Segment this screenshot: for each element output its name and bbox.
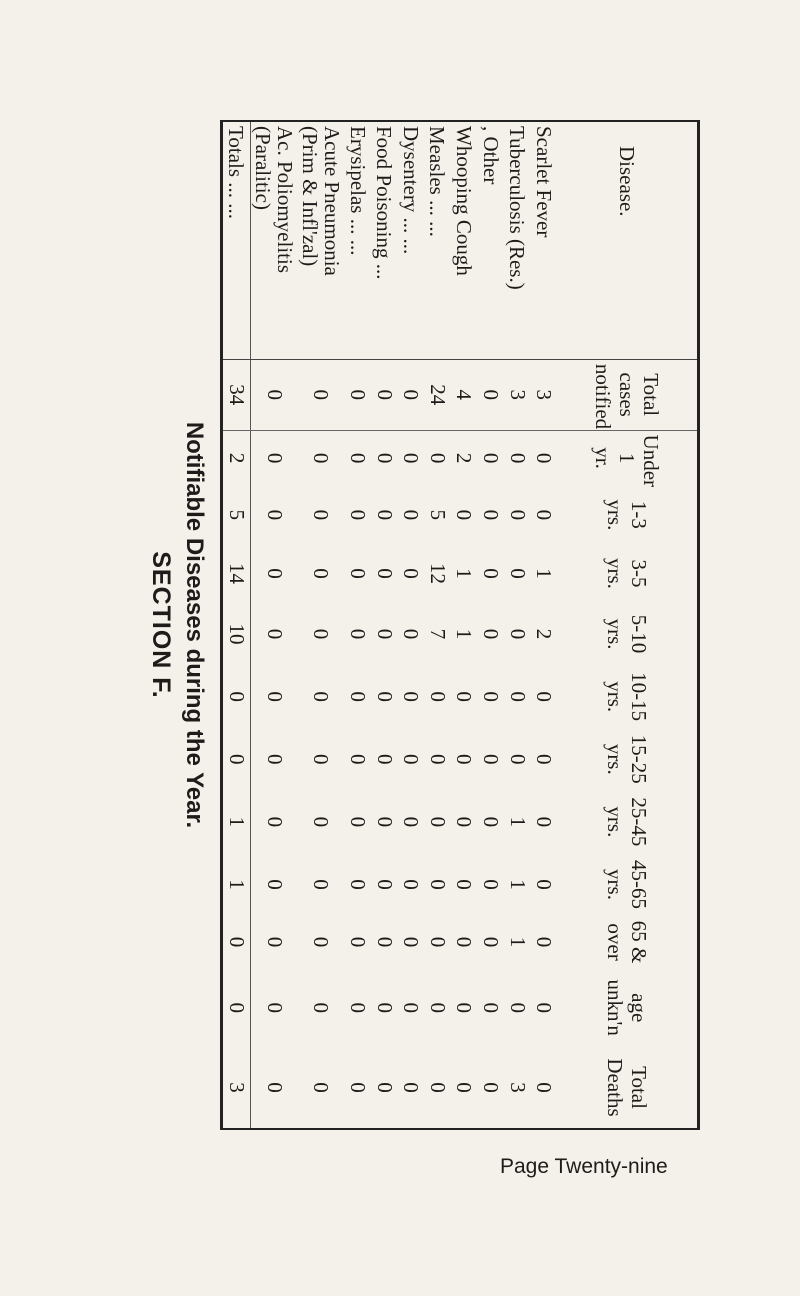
disease-name-line: Erysipelas ... ... — [345, 126, 370, 256]
column-header — [557, 1047, 697, 1128]
table-cell: 0 — [479, 1082, 504, 1093]
table-cell: 0 — [425, 691, 450, 702]
table-cell: 2 — [452, 452, 477, 464]
table-cell: 0 — [309, 816, 334, 828]
table-cell: 0 — [452, 1002, 477, 1013]
table-cell: 34 — [223, 359, 250, 430]
table-row — [477, 122, 504, 1128]
table-cell: 0 — [425, 452, 450, 464]
table-row — [298, 122, 345, 1128]
table-cell: 0 — [309, 568, 334, 579]
table-cell: 0 — [479, 879, 504, 890]
table-cell: 0 — [425, 1082, 450, 1093]
table-cell: 0 — [532, 691, 557, 702]
table-cell: 0 — [309, 1082, 334, 1093]
column-header-line: yrs. — [603, 869, 627, 900]
column-header-disease — [557, 122, 697, 359]
notifiable-diseases-table-frame — [220, 120, 700, 1130]
table-cell: 0 — [346, 509, 371, 521]
table-cell: 0 — [399, 568, 424, 579]
disease-name-line: Ac. Poliomyelitis — [273, 126, 298, 273]
table-caption: Notifiable Diseases during the Year. — [181, 421, 208, 829]
table-cell: 0 — [505, 628, 530, 640]
table-cell: 0 — [346, 816, 371, 828]
table-cell: 0 — [505, 452, 530, 464]
table-cell: 0 — [250, 359, 297, 430]
table-row — [504, 122, 531, 1128]
table-cell: 0 — [309, 628, 334, 640]
disease-name-line: Food Poisoning ... — [372, 126, 397, 280]
table-cell: 0 — [399, 754, 424, 765]
disease-name — [344, 122, 371, 359]
column-header-line: yrs. — [603, 499, 627, 531]
table-cell: 0 — [479, 628, 504, 640]
table-cell: 0 — [452, 1082, 477, 1093]
column-header — [557, 665, 697, 728]
disease-name-line: Scarlet Fever — [531, 126, 556, 238]
table-cell: 0 — [532, 452, 557, 464]
table-cell: 0 — [309, 1002, 334, 1013]
column-header-line: 65 & — [627, 920, 651, 964]
table-cell: 0 — [399, 1082, 424, 1093]
table-cell: 0 — [309, 691, 334, 702]
table-cell: 12 — [425, 562, 450, 584]
column-header-line: 3-5 — [627, 559, 651, 588]
table-cell: 1 — [505, 816, 530, 828]
disease-name — [298, 122, 345, 359]
table-row — [451, 122, 478, 1128]
table-cell: 5 — [223, 486, 250, 545]
column-header-line: Total — [627, 1066, 651, 1109]
disease-name-line: (Paralitic) — [251, 126, 276, 210]
disease-name-line: Whooping Cough — [451, 126, 476, 276]
column-header-line: yr. — [591, 447, 615, 469]
table-cell: 0 — [372, 754, 397, 765]
table-cell: 0 — [262, 754, 287, 765]
table-row — [250, 122, 297, 1128]
column-header-line: age — [627, 993, 651, 1023]
table-cell: 3 — [505, 1082, 530, 1093]
table-cell: 0 — [479, 568, 504, 579]
table-cell: 0 — [346, 1002, 371, 1013]
table-cell: 0 — [309, 452, 334, 464]
disease-name-line: Dysentery ... ... — [398, 126, 423, 255]
table-cell: 3 — [530, 359, 557, 430]
section-heading: SECTION F. — [147, 551, 175, 699]
column-header — [557, 916, 697, 969]
disease-name — [530, 122, 557, 359]
notifiable-diseases-table — [223, 122, 697, 1128]
table-cell: 0 — [532, 936, 557, 948]
table-cell: 0 — [346, 628, 371, 640]
column-header-line: yrs. — [603, 558, 627, 589]
rotated-page-content — [147, 120, 700, 1130]
table-cell: 0 — [399, 509, 424, 521]
table-cell: 0 — [346, 568, 371, 579]
table-cell: 0 — [262, 879, 287, 890]
column-header — [557, 728, 697, 791]
table-cell: 0 — [452, 879, 477, 890]
table-cell: 1 — [223, 791, 250, 854]
column-header-line: Total — [639, 373, 663, 417]
disease-name-line: (Prim & Infl'zal) — [297, 126, 322, 267]
column-header-line: Disease. — [615, 146, 639, 217]
table-cell: 0 — [425, 816, 450, 828]
column-header-line: 1-3 — [627, 500, 651, 529]
column-header — [557, 430, 697, 486]
table-cell: 0 — [346, 452, 371, 464]
table-cell: 0 — [452, 936, 477, 948]
table-cell: 1 — [452, 628, 477, 640]
table-cell: 0 — [262, 691, 287, 702]
table-cell: 0 — [532, 509, 557, 521]
table-cell: 0 — [223, 728, 250, 791]
table-cell: 24 — [424, 359, 451, 430]
table-body — [223, 122, 557, 1128]
column-header-line: yrs. — [603, 806, 627, 838]
table-cell: 0 — [309, 509, 334, 521]
table-cell: 0 — [372, 1082, 397, 1093]
table-cell: 0 — [505, 568, 530, 579]
disease-name — [371, 122, 398, 359]
table-cell: 1 — [505, 879, 530, 890]
table-cell: 0 — [399, 1002, 424, 1013]
table-row — [398, 122, 425, 1128]
column-header-line: 25-45 — [627, 797, 651, 847]
table-cell: 2 — [223, 430, 250, 486]
disease-name — [398, 122, 425, 359]
table-cell: 0 — [452, 509, 477, 521]
table-cell: 0 — [399, 879, 424, 890]
table-cell: 0 — [479, 754, 504, 765]
table-cell: 0 — [479, 1002, 504, 1013]
table-cell: 0 — [223, 968, 250, 1047]
table-cell: 0 — [425, 754, 450, 765]
table-cell: 0 — [532, 816, 557, 828]
table-cell: 0 — [452, 816, 477, 828]
table-cell: 0 — [479, 452, 504, 464]
column-header-line: 5-10 — [627, 614, 651, 654]
table-row — [424, 122, 451, 1128]
table-cell: 0 — [452, 691, 477, 702]
column-header — [557, 853, 697, 916]
disease-name — [504, 122, 531, 359]
table-cell: 0 — [399, 691, 424, 702]
column-header — [557, 359, 697, 430]
column-header — [557, 544, 697, 603]
column-header-line: yrs. — [603, 618, 627, 650]
table-cell: 0 — [346, 936, 371, 948]
table-cell: 0 — [399, 452, 424, 464]
column-header-line: yrs. — [603, 681, 627, 713]
page-number: Page Twenty-nine — [500, 1155, 668, 1178]
table-cell: 0 — [309, 936, 334, 948]
table-cell: 0 — [262, 509, 287, 521]
table-cell: 0 — [223, 665, 250, 728]
table-cell: 0 — [398, 359, 425, 430]
table-cell: 0 — [371, 359, 398, 430]
table-cell: 5 — [425, 509, 450, 521]
table-cell: 0 — [344, 359, 371, 430]
table-cell: 2 — [532, 628, 557, 640]
table-cell: 0 — [372, 568, 397, 579]
table-cell: 0 — [532, 754, 557, 765]
column-header-line: 45-65 — [627, 859, 651, 909]
column-header-line: Deaths — [603, 1058, 627, 1117]
table-header-row — [557, 122, 697, 1128]
disease-name — [451, 122, 478, 359]
table-cell: 0 — [372, 691, 397, 702]
column-header-line: 15-25 — [627, 734, 651, 784]
column-header-line: unkn'n — [603, 979, 627, 1036]
table-cell: 1 — [452, 568, 477, 579]
table-cell: 0 — [479, 509, 504, 521]
column-header — [557, 791, 697, 854]
column-header-line: Under — [639, 434, 663, 488]
disease-name-line: Measles ... ... — [425, 126, 450, 237]
table-cell: 0 — [372, 452, 397, 464]
table-cell: 0 — [425, 936, 450, 948]
table-cell: 0 — [262, 568, 287, 579]
table-cell: 0 — [346, 879, 371, 890]
table-cell: 0 — [505, 509, 530, 521]
table-cell: 0 — [532, 1082, 557, 1093]
column-header-line: over — [603, 923, 627, 961]
table-cell: 0 — [425, 1002, 450, 1013]
table-cell: 3 — [223, 1047, 250, 1128]
table-cell: 0 — [346, 691, 371, 702]
table-cell: 0 — [346, 754, 371, 765]
totals-label — [223, 122, 250, 359]
table-row — [344, 122, 371, 1128]
disease-name — [424, 122, 451, 359]
table-cell: 0 — [479, 936, 504, 948]
table-cell: 0 — [309, 754, 334, 765]
table-cell: 14 — [223, 544, 250, 603]
table-cell: 0 — [479, 691, 504, 702]
column-header-line: 1 — [615, 452, 639, 464]
table-cell: 0 — [532, 1002, 557, 1013]
table-cell: 0 — [372, 1002, 397, 1013]
table-cell: 0 — [262, 628, 287, 640]
table-cell: 0 — [479, 816, 504, 828]
totals-row — [223, 122, 250, 1128]
table-cell: 0 — [505, 691, 530, 702]
table-cell: 0 — [372, 816, 397, 828]
column-header-line: cases — [615, 372, 639, 417]
disease-name-line: Tuberculosis (Res.) — [505, 126, 530, 290]
disease-name-line: Acute Pneumonia — [319, 126, 344, 276]
table-cell: 1 — [505, 936, 530, 948]
table-cell: 0 — [223, 916, 250, 969]
column-header-line: notified — [591, 363, 615, 430]
table-row — [530, 122, 557, 1128]
column-header — [557, 486, 697, 545]
table-cell: 0 — [477, 359, 504, 430]
table-cell: 0 — [505, 1002, 530, 1013]
table-row — [371, 122, 398, 1128]
column-header-line: yrs. — [603, 743, 627, 775]
table-cell: 0 — [532, 879, 557, 890]
table-cell: 0 — [452, 754, 477, 765]
table-cell: 0 — [262, 816, 287, 828]
table-cell: 0 — [399, 628, 424, 640]
column-header-line: 10-15 — [627, 672, 651, 722]
table-cell: 0 — [346, 1082, 371, 1093]
table-cell: 0 — [372, 628, 397, 640]
table-cell: 1 — [223, 853, 250, 916]
table-cell: 0 — [505, 754, 530, 765]
table-cell: 0 — [262, 452, 287, 464]
column-header — [557, 968, 697, 1047]
table-cell: 0 — [309, 879, 334, 890]
table-cell: 0 — [372, 509, 397, 521]
disease-name-line: Totals ... ... — [224, 126, 249, 220]
disease-name — [250, 122, 297, 359]
table-cell: 0 — [372, 936, 397, 948]
column-header — [557, 603, 697, 666]
table-cell: 0 — [372, 879, 397, 890]
disease-name — [477, 122, 504, 359]
table-cell: 0 — [262, 936, 287, 948]
table-cell: 4 — [451, 359, 478, 430]
table-cell: 3 — [504, 359, 531, 430]
disease-name-line: , Other — [478, 126, 503, 185]
table-cell: 0 — [298, 359, 345, 430]
table-cell: 10 — [223, 603, 250, 666]
table-cell: 0 — [262, 1002, 287, 1013]
table-cell: 1 — [532, 568, 557, 579]
table-cell: 0 — [425, 879, 450, 890]
table-cell: 0 — [399, 816, 424, 828]
table-cell: 0 — [399, 936, 424, 948]
table-cell: 7 — [425, 628, 450, 640]
table-cell: 0 — [262, 1082, 287, 1093]
